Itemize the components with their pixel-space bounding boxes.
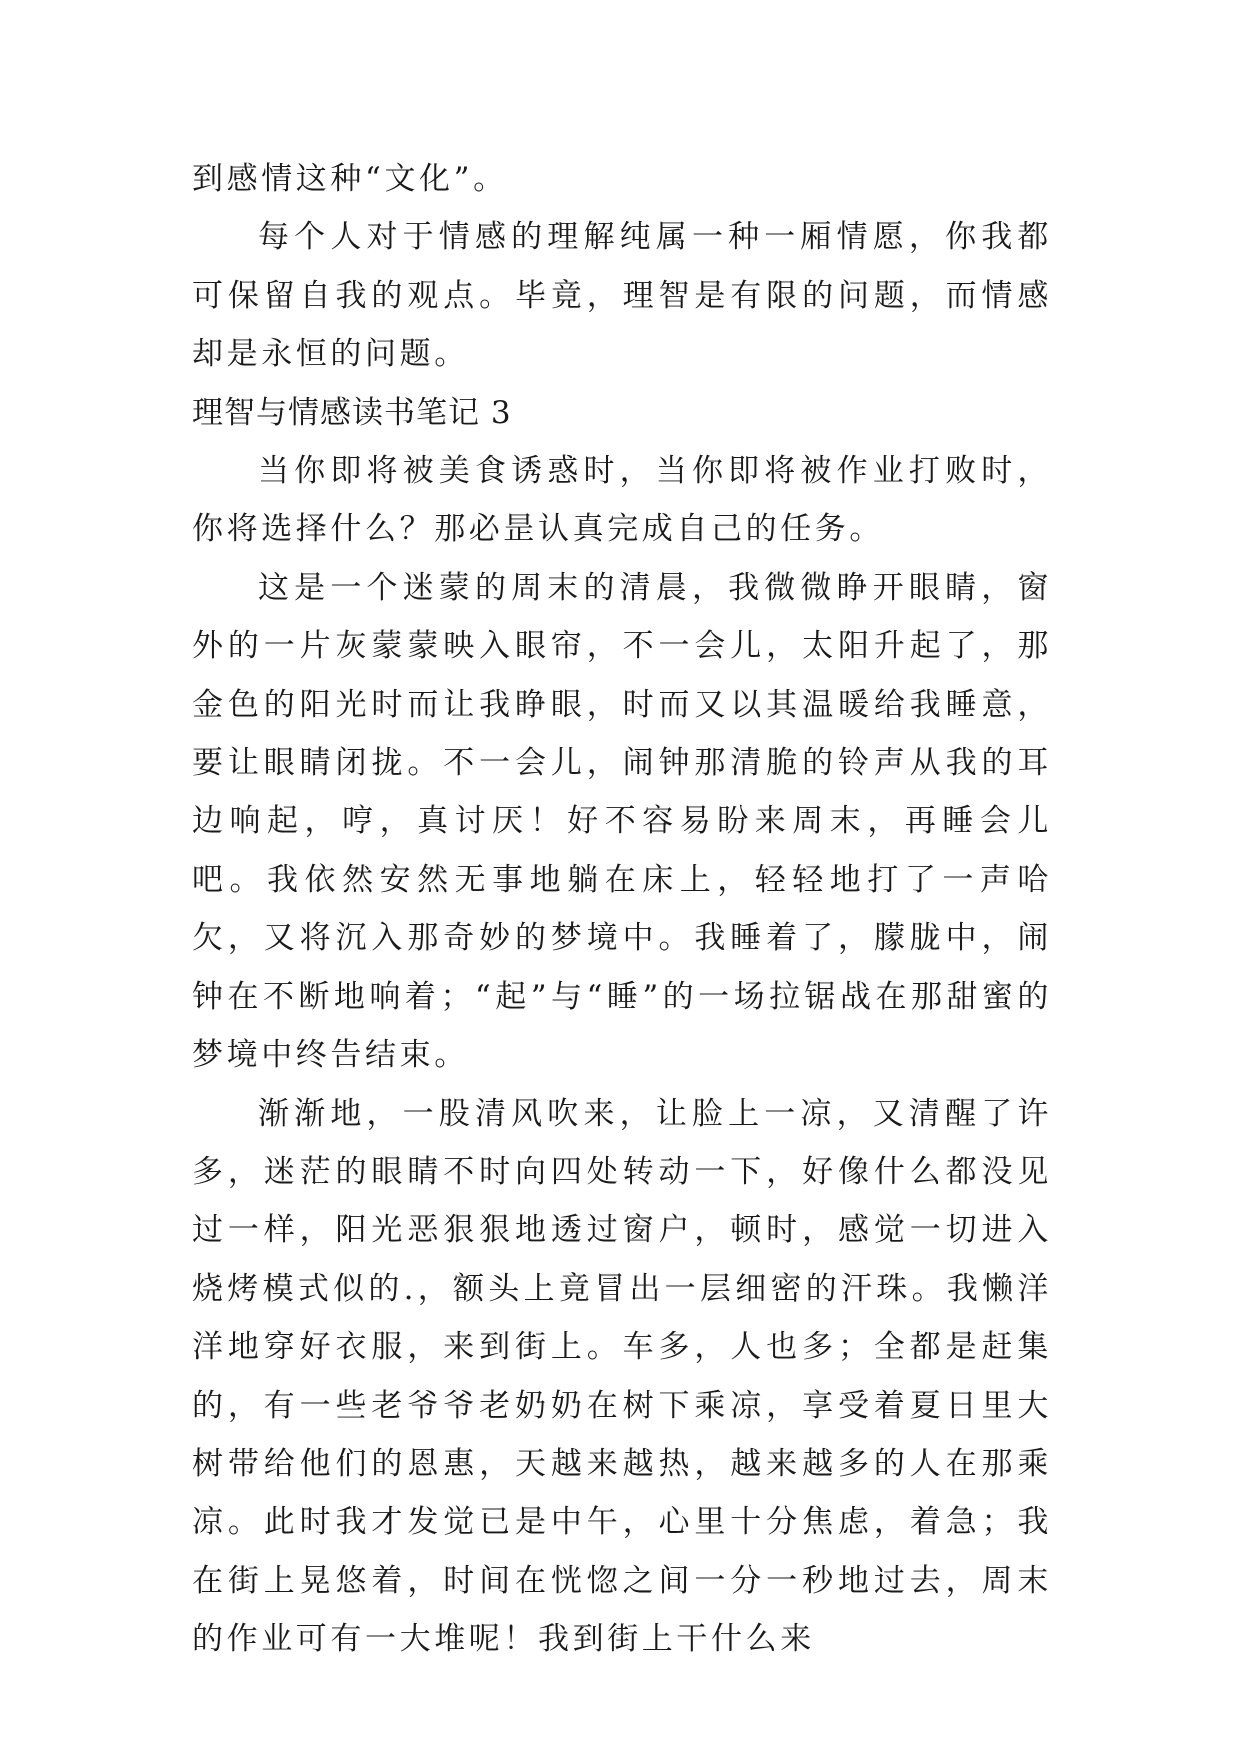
paragraph-morning: 这是一个迷蒙的周末的清晨，我微微睁开眼睛，窗外的一片灰蒙蒙映入眼帘，不一会儿，太阳升起了，那金色的阳光时而让我睁眼，时而又以其温暖给我睡意，要让眼睛闭拢。不一会儿，闹钟那清脆的铃声从我的耳边响起，哼，真讨厌！好不容易盼来周末，再睡会儿吧。我依然安然无事地躺在床上，轻轻地打了一声哈欠，又将沉入那奇妙的梦境中。我睡着了，朦胧中，闹钟在不断地响着；“起”与“睡”的一场拉锯战在那甜蜜的梦境中终告结束。 <box>192 569 1052 1074</box>
section-heading: 理智与情感读书笔记 3 <box>192 394 512 431</box>
paragraph-temptation: 当你即将被美食诱惑时，当你即将被作业打败时，你将选择什么？那必昰认真完成自己的任务。 <box>192 453 1052 548</box>
paragraph-emotion-view: 每个人对于情感的理解纯属一种一厢情愿，你我都可保留自我的观点。毕竟，理智是有限的问题，而情感却是永恒的问题。 <box>192 219 1052 373</box>
paragraph-street: 渐渐地，一股清风吹来，让脸上一凉，又清醒了许多，迷茫的眼睛不时向四处转动一下，好像什么都没见过一样，阳光恶狠狠地透过窗户，顿时，感觉一切进入烧烤模式似的.，额头上竟冒出一层细密的汗珠。我懒洋洋地穿好衣服，来到街上。车多，人也多；全都是赶集的，有一些老爷爷老奶奶在树下乘凉，享受着夏日里大树带给他们的恩惠，天越来越热，越来越多的人在那乘凉。此时我才发觉已是中午，心里十分焦虑，着急；我在街上晃悠着，时间在恍惚之间一分一秒地过去，周末的作业可有一大堆呢！我到街上干什么来 <box>192 1095 1052 1658</box>
paragraph-continuation: 到感情这种“文化”。 <box>192 161 508 197</box>
document-body <box>192 150 1052 1669</box>
